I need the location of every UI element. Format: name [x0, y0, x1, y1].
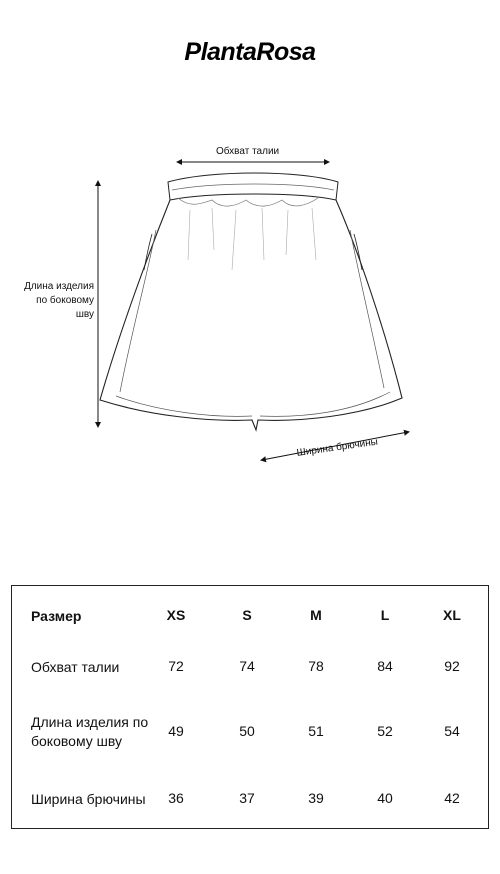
shorts-outline	[100, 200, 402, 430]
table-cell: 51	[308, 723, 324, 739]
table-cell: 40	[377, 790, 393, 806]
size-s: S	[242, 607, 252, 623]
table-cell: 37	[239, 790, 255, 806]
waist-dimension-label: Обхват талии	[216, 146, 280, 157]
table-cell: 92	[444, 658, 460, 674]
table-cell: 36	[168, 790, 184, 806]
table-cell: 54	[444, 723, 460, 739]
row-label: Длина изделия по боковому шву	[31, 714, 149, 749]
row-label: Ширина брючины	[31, 791, 146, 807]
shorts-diagram	[0, 130, 500, 480]
table-cell: 84	[377, 658, 393, 674]
table-cell: 52	[377, 723, 393, 739]
header-label: Размер	[31, 608, 82, 624]
size-table	[11, 585, 489, 829]
table-cell: 42	[444, 790, 460, 806]
size-xs: XS	[166, 607, 186, 623]
size-m: M	[310, 607, 322, 623]
table-cell: 74	[239, 658, 255, 674]
leg-width-dimension-label: Ширина брючины	[296, 436, 379, 459]
table-cell: 39	[308, 790, 324, 806]
size-l: L	[380, 607, 390, 623]
table-cell: 78	[308, 658, 324, 674]
table-cell: 49	[168, 723, 184, 739]
size-xl: XL	[443, 607, 461, 623]
length-dimension-label: Длина изделия по боковому шву	[24, 281, 94, 320]
table-cell: 50	[239, 723, 255, 739]
brand-logo: PlantaRosa	[184, 38, 316, 66]
table-cell: 72	[168, 658, 184, 674]
row-label: Обхват талии	[31, 659, 120, 675]
